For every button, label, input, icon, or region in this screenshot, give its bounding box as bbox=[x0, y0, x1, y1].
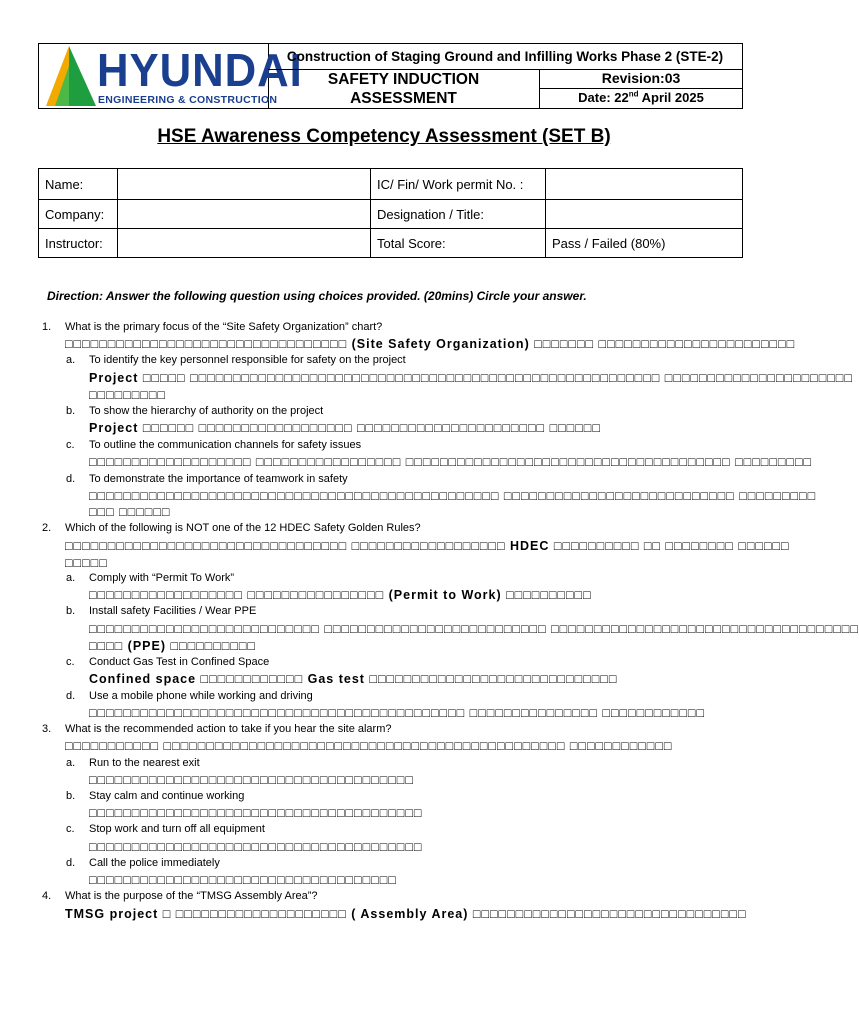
option-letter[interactable]: d. bbox=[66, 690, 76, 702]
date-suffix: April 2025 bbox=[638, 90, 704, 105]
option-text[interactable]: Comply with “Permit To Work” bbox=[89, 572, 235, 584]
designation-label: Designation / Title: bbox=[371, 200, 546, 229]
logo-wordmark: HYUNDAI bbox=[97, 44, 303, 96]
option-translation: Confined space □□□□□□□□□□□□ Gas test □□□□□□□□□□□□□□□□□□□□□□□□□□□□□ bbox=[89, 672, 618, 686]
option-translation: □□□ □□□□□□ bbox=[89, 505, 171, 519]
date-prefix: Date: 22 bbox=[578, 90, 629, 105]
question-translation: □□□□□□□□□□□□□□□□□□□□□□□□□□□□□□□□□ □□□□□□□□□□□□□□□□□□ HDEC □□□□□□□□□□ □□ □□□□□□□□ □□□□□□ bbox=[65, 539, 790, 553]
date-sup: nd bbox=[628, 89, 639, 99]
option-text[interactable]: To identify the key personnel responsible for safety on the project bbox=[89, 354, 406, 366]
option-translation: □□□□ (PPE) □□□□□□□□□□ bbox=[89, 639, 256, 653]
project-title: Construction of Staging Ground and Infilling Works Phase 2 (STE-2) bbox=[268, 44, 742, 70]
option-letter[interactable]: b. bbox=[66, 405, 76, 417]
question-translation: □□□□□□□□□□□□□□□□□□□□□□□□□□□□□□□□□ (Site Safety Organization) □□□□□□□ □□□□□□□□□□□□□□□□□□□□□□□ bbox=[65, 337, 796, 351]
question-number: 1. bbox=[42, 321, 52, 333]
name-label: Name: bbox=[39, 169, 118, 200]
company-field[interactable] bbox=[118, 200, 371, 229]
logo-subtitle: ENGINEERING & CONSTRUCTION bbox=[98, 94, 278, 106]
direction-text: Direction: Answer the following question using choices provided. (20mins) Circle your answer. bbox=[47, 289, 587, 303]
question-translation: TMSG project □ □□□□□□□□□□□□□□□□□□□□ ( Assembly Area) □□□□□□□□□□□□□□□□□□□□□□□□□□□□□□□□ bbox=[65, 907, 747, 921]
question-number: 3. bbox=[42, 723, 52, 735]
option-text[interactable]: Call the police immediately bbox=[89, 857, 220, 869]
option-translation: □□□□□□□□□□□□□□□□□□□□□□□□□□□□□□□□□□□□□□□□□□□□ □□□□□□□□□□□□□□□ □□□□□□□□□□□□ bbox=[89, 706, 705, 720]
company-label: Company: bbox=[39, 200, 118, 229]
name-field[interactable] bbox=[118, 169, 371, 200]
option-text[interactable]: Stay calm and continue working bbox=[89, 790, 245, 802]
info-table bbox=[38, 168, 743, 258]
option-translation: Project □□□□□ □□□□□□□□□□□□□□□□□□□□□□□□□□□□□□□□□□□□□□□□□□□□□□□□□□□□□□□ □□□□□□□□□□□□□□□□□□□□□□ bbox=[89, 371, 853, 385]
option-text[interactable]: To show the hierarchy of authority on the project bbox=[89, 405, 324, 417]
revision-label: Revision:03 bbox=[540, 69, 742, 89]
option-translation: □□□□□□□□□□□□□□□□□□□□□□□□□□□ □□□□□□□□□□□□□□□□□□□□□□□□□□ □□□□□□□□□□□□□□□□□□□□□□□□□□□□□□□□□□□□ bbox=[89, 622, 859, 636]
question-translation: □□□□□ bbox=[65, 556, 108, 570]
table-row bbox=[39, 169, 743, 200]
option-text[interactable]: Run to the nearest exit bbox=[89, 757, 200, 769]
assessment-line-2: ASSESSMENT bbox=[350, 90, 457, 107]
permit-field[interactable] bbox=[546, 169, 743, 200]
option-translation: □□□□□□□□□□□□□□□□□□□□□□□□□□□□□□□□□□□□ bbox=[89, 873, 397, 887]
option-letter[interactable]: a. bbox=[66, 572, 76, 584]
document-header bbox=[38, 43, 743, 109]
option-text[interactable]: Install safety Facilities / Wear PPE bbox=[89, 605, 257, 617]
option-translation: □□□□□□□□□□□□□□□□□□□□□□□□□□□□□□□□□□□□□□□ bbox=[89, 806, 423, 820]
instructor-field[interactable] bbox=[118, 229, 371, 258]
option-letter[interactable]: b. bbox=[66, 790, 76, 802]
option-text[interactable]: Stop work and turn off all equipment bbox=[89, 823, 265, 835]
option-translation: □□□□□□□□□□□□□□□□□□□□□□□□□□□□□□□□□□□□□□ bbox=[89, 773, 414, 787]
pass-failed-label: Pass / Failed (80%) bbox=[546, 229, 743, 258]
option-translation: □□□□□□□□□□□□□□□□□□ □□□□□□□□□□□□□□□□ (Permit to Work) □□□□□□□□□□ bbox=[89, 588, 592, 602]
assessment-label bbox=[268, 69, 540, 108]
option-text[interactable]: To outline the communication channels for safety issues bbox=[89, 439, 362, 451]
option-translation: □□□□□□□□□ bbox=[89, 388, 166, 402]
question-text: What is the purpose of the “TMSG Assembly Area”? bbox=[65, 890, 318, 902]
instructor-label: Instructor: bbox=[39, 229, 118, 258]
logo-triangle-icon bbox=[41, 44, 101, 108]
page-title: HSE Awareness Competency Assessment (SET B) bbox=[157, 126, 611, 147]
question-text: What is the recommended action to take if you hear the site alarm? bbox=[65, 723, 392, 735]
option-translation: Project □□□□□□ □□□□□□□□□□□□□□□□□□ □□□□□□□□□□□□□□□□□□□□□□ □□□□□□ bbox=[89, 421, 601, 435]
option-letter[interactable]: a. bbox=[66, 354, 76, 366]
option-letter[interactable]: a. bbox=[66, 757, 76, 769]
option-letter[interactable]: d. bbox=[66, 857, 76, 869]
question-number: 2. bbox=[42, 522, 52, 534]
permit-label: IC/ Fin/ Work permit No. : bbox=[371, 169, 546, 200]
table-row bbox=[39, 229, 743, 258]
option-letter[interactable]: c. bbox=[66, 656, 75, 668]
company-logo bbox=[39, 44, 303, 108]
question-text: Which of the following is NOT one of the 12 HDEC Safety Golden Rules? bbox=[65, 522, 421, 534]
option-letter[interactable]: d. bbox=[66, 473, 76, 485]
option-translation: □□□□□□□□□□□□□□□□□□□ □□□□□□□□□□□□□□□□□ □□□□□□□□□□□□□□□□□□□□□□□□□□□□□□□□□□□□□□ □□□□□□□□□ bbox=[89, 455, 813, 469]
assessment-line-1: SAFETY INDUCTION bbox=[327, 71, 480, 88]
table-row bbox=[39, 200, 743, 229]
question-translation: □□□□□□□□□□□ □□□□□□□□□□□□□□□□□□□□□□□□□□□□□□□□□□□□□□□□□□□□□□□ □□□□□□□□□□□□ bbox=[65, 739, 673, 753]
date-label bbox=[540, 88, 742, 108]
option-letter[interactable]: c. bbox=[66, 823, 75, 835]
option-text[interactable]: Use a mobile phone while working and driving bbox=[89, 690, 313, 702]
option-text[interactable]: To demonstrate the importance of teamwork in safety bbox=[89, 473, 348, 485]
option-letter[interactable]: b. bbox=[66, 605, 76, 617]
question-number: 4. bbox=[42, 890, 52, 902]
option-translation: □□□□□□□□□□□□□□□□□□□□□□□□□□□□□□□□□□□□□□□□□□□□□□□□ □□□□□□□□□□□□□□□□□□□□□□□□□□□ □□□□□□□□□ bbox=[89, 489, 817, 503]
option-text[interactable]: Conduct Gas Test in Confined Space bbox=[89, 656, 270, 668]
designation-field[interactable] bbox=[546, 200, 743, 229]
option-letter[interactable]: c. bbox=[66, 439, 75, 451]
total-score-label: Total Score: bbox=[371, 229, 546, 258]
question-text: What is the primary focus of the “Site Safety Organization” chart? bbox=[65, 321, 383, 333]
option-translation: □□□□□□□□□□□□□□□□□□□□□□□□□□□□□□□□□□□□□□□ bbox=[89, 840, 423, 854]
